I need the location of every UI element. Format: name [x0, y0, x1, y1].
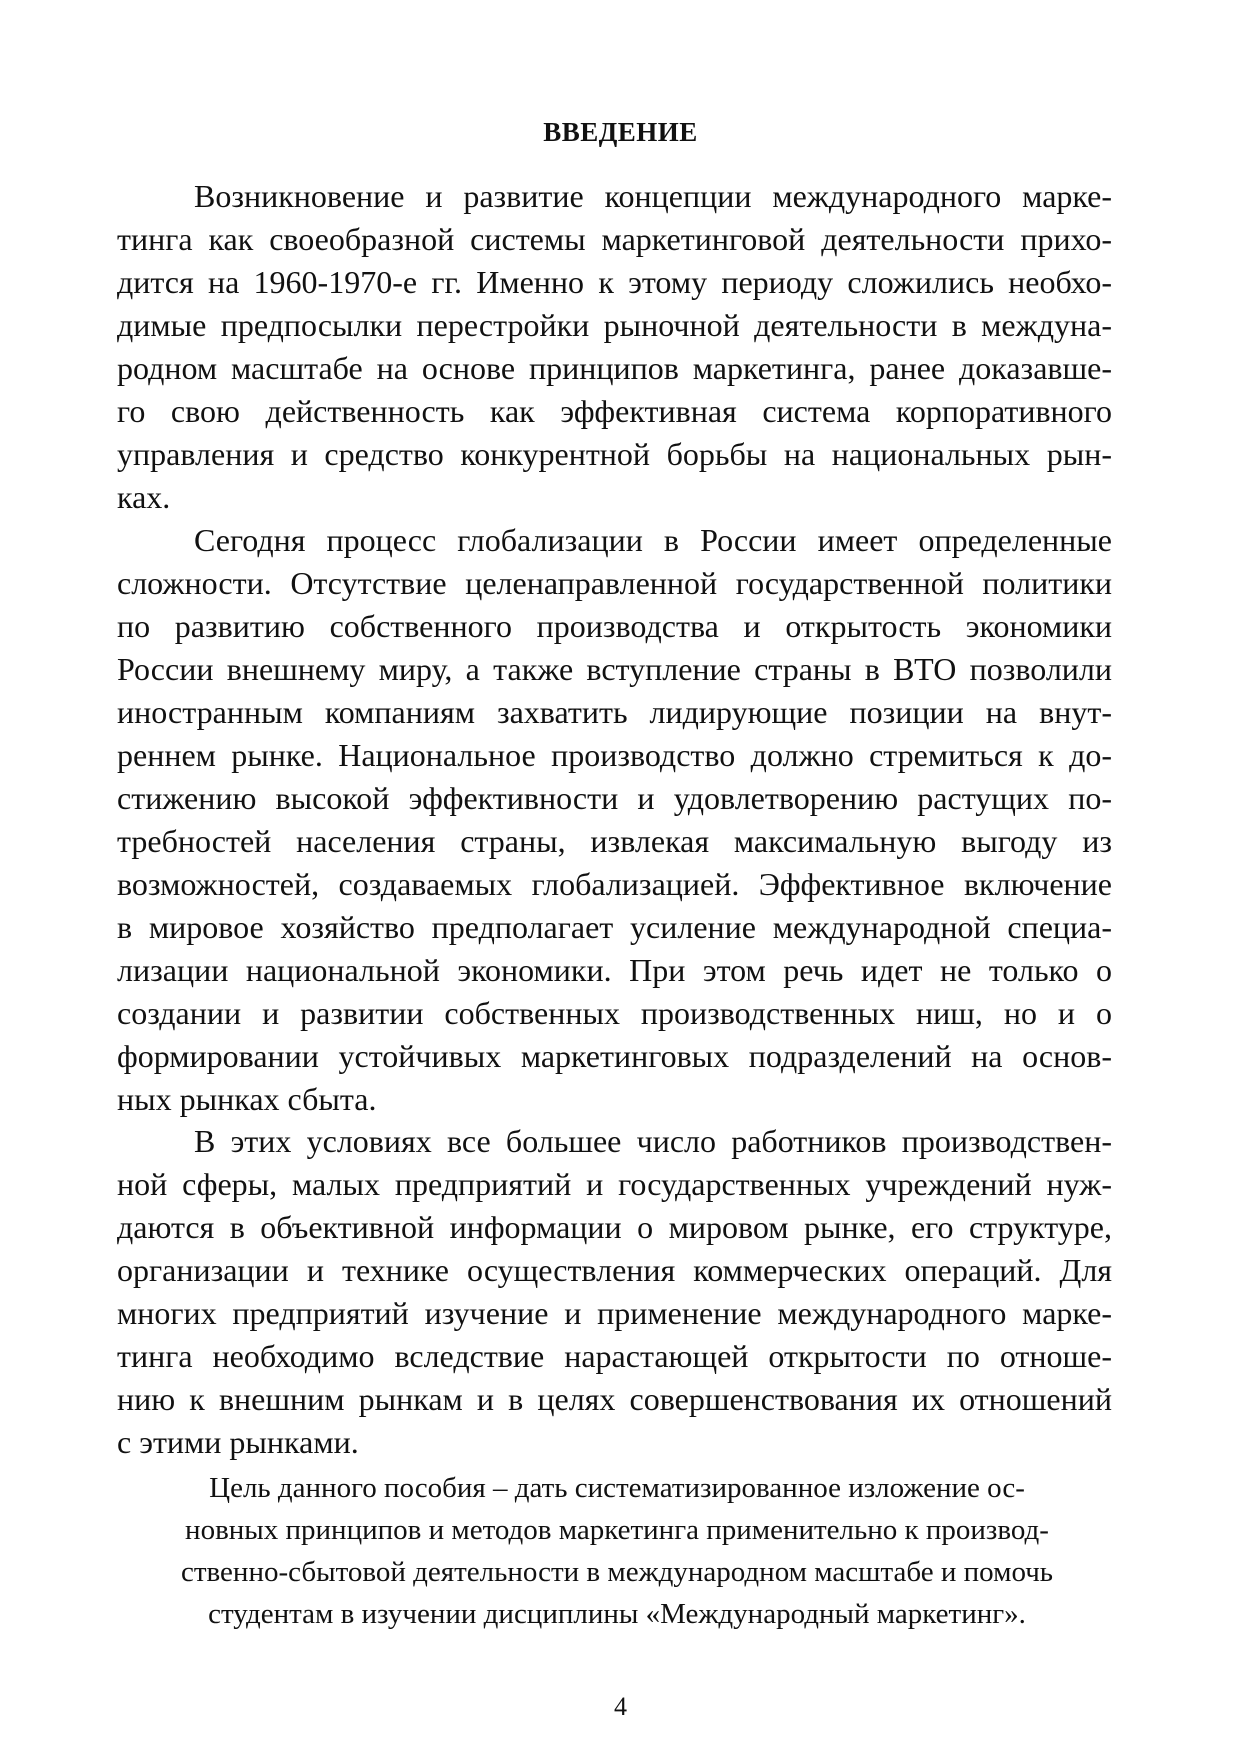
paragraph-3 [117, 1120, 1112, 1464]
text-line: в мировое хозяйство предполагает усиление международной специа- [117, 909, 1112, 945]
text-line: родном масштабе на основе принципов маркетинга, ранее доказавше- [117, 350, 1112, 386]
text-line: создании и развитии собственных производственных ниш, но и о [117, 995, 1112, 1031]
text-line: Сегодня процесс глобализации в России имеет определенные [194, 522, 1112, 558]
text-line: новных принципов и методов маркетинга применительно к производ- [185, 1514, 1049, 1546]
text-line: В этих условиях все большее число работников производствен- [194, 1123, 1112, 1159]
text-line: сложности. Отсутствие целенаправленной государственной политики [117, 565, 1112, 601]
text-line: го свою действенность как эффективная система корпоративного [117, 393, 1112, 429]
text-line: Цель данного пособия – дать систематизированное изложение ос- [209, 1472, 1025, 1504]
text-line: лизации национальной экономики. При этом речь идет не только о [117, 952, 1112, 988]
text-line: многих предприятий изучение и применение международного марке- [117, 1295, 1112, 1331]
text-line: ках. [117, 479, 171, 515]
text-line: по развитию собственного производства и открытость экономики [117, 608, 1112, 644]
text-line: с этими рынками. [117, 1424, 359, 1460]
text-line: Возникновение и развитие концепции международного марке- [194, 178, 1112, 214]
text-line: ных рынках сбыта. [117, 1081, 377, 1117]
page-number: 4 [614, 1692, 627, 1721]
text-line: организации и технике осуществления коммерческих операций. Для [117, 1252, 1112, 1288]
text-line: тинга необходимо вследствие нарастающей открытости по отноше- [117, 1338, 1112, 1374]
paragraph-1 [117, 175, 1112, 519]
text-line: реннем рынке. Национальное производство должно стремиться к до- [117, 737, 1112, 773]
text-line: управления и средство конкурентной борьбы на национальных рын- [117, 436, 1112, 472]
page-title: ВВЕДЕНИЕ [543, 117, 698, 147]
text-line: иностранным компаниям захватить лидирующие позиции на внут- [117, 694, 1112, 730]
text-line: стижению высокой эффективности и удовлетворению растущих по- [117, 780, 1112, 816]
text-line: тинга как своеобразной системы маркетинговой деятельности прихо- [117, 221, 1112, 257]
text-line: димые предпосылки перестройки рыночной деятельности в междуна- [117, 307, 1112, 343]
text-line: нию к внешним рынкам и в целях совершенствования их отношений [117, 1381, 1112, 1417]
paragraph-4 [112, 1467, 1122, 1635]
paragraph-2 [117, 519, 1112, 1121]
text-line: формировании устойчивых маркетинговых подразделений на основ- [117, 1038, 1112, 1074]
text-line: возможностей, создаваемых глобализацией. Эффективное включение [117, 866, 1112, 902]
text-line: даются в объективной информации о мировом рынке, его структуре, [117, 1209, 1112, 1245]
text-line: требностей населения страны, извлекая максимальную выгоду из [117, 823, 1112, 859]
text-line: дится на 1960-1970-е гг. Именно к этому периоду сложились необхо- [117, 264, 1112, 300]
text-line: ной сферы, малых предприятий и государственных учреждений нуж- [117, 1166, 1112, 1202]
text-line: студентам в изучении дисциплины «Международный маркетинг». [208, 1598, 1026, 1630]
text-line: России внешнему миру, а также вступление страны в ВТО позволили [117, 651, 1112, 687]
text-line: ственно-сбытовой деятельности в международном масштабе и помочь [180, 1556, 1054, 1588]
